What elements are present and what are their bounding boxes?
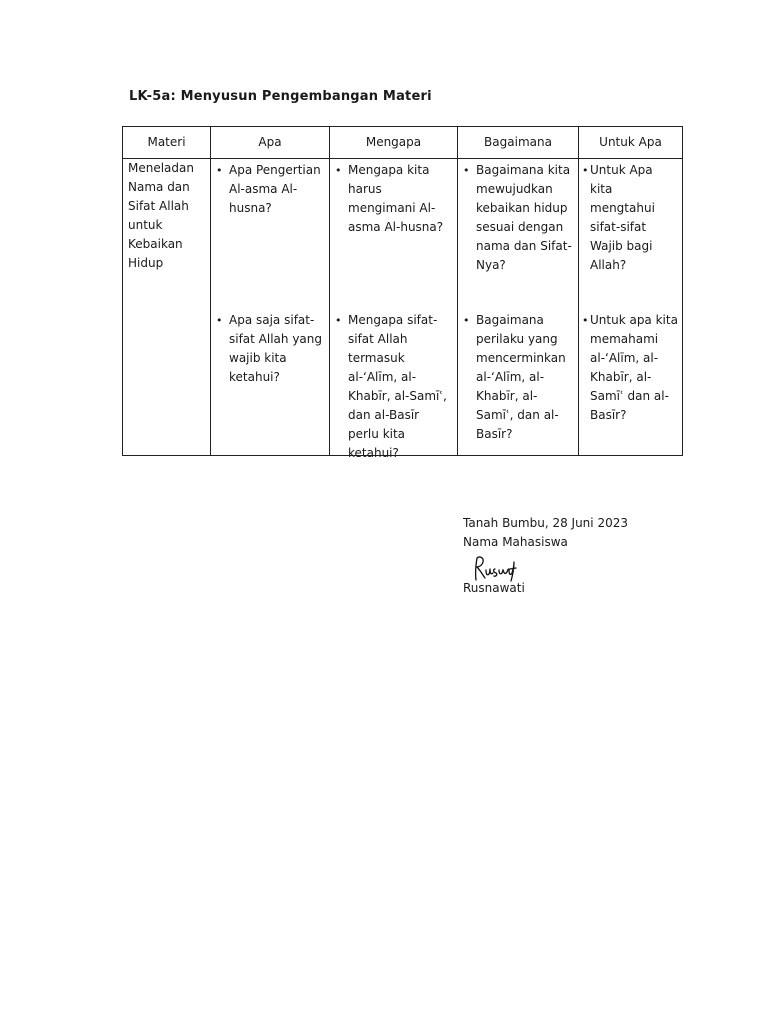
header-apa: Apa xyxy=(211,127,330,159)
header-mengapa: Mengapa xyxy=(330,127,458,159)
bullet: • xyxy=(463,164,470,177)
list-item xyxy=(335,161,453,237)
mengapa-cell xyxy=(330,159,458,460)
bullet: • xyxy=(216,314,223,327)
list-item xyxy=(463,311,574,444)
mengapa-question-2: Mengapa sifat-sifat Allah termasuk al-‘Alīm, al-Khabīr, al-Samīʿ, dan al-Basīr perlu kita ketahui? xyxy=(348,313,447,460)
apa-question-2: Apa saja sifat-sifat Allah yang wajib kita ketahui? xyxy=(229,313,323,384)
materi-table xyxy=(122,126,683,460)
apa-question-1: Apa Pengertian Al-asma Al-husna? xyxy=(229,163,321,215)
bullet: • xyxy=(463,314,470,327)
untuk-apa-question-2: Untuk apa kita memahami al-‘Alīm, al-Khabīr, al-Samīʿ dan al-Basīr? xyxy=(590,313,678,422)
table-header-row xyxy=(123,127,683,159)
bullet: • xyxy=(216,164,223,177)
table-row xyxy=(123,159,683,456)
list-item xyxy=(582,161,678,275)
list-item xyxy=(216,161,325,218)
bullet: • xyxy=(335,164,342,177)
untuk-apa-question-1: Untuk Apa kita mengtahui sifat-sifat Wajib bagi Allah? xyxy=(590,163,655,272)
list-item xyxy=(582,311,678,425)
header-untuk-apa: Untuk Apa xyxy=(579,127,683,159)
signer-role: Nama Mahasiswa xyxy=(463,535,568,549)
bagaimana-cell xyxy=(458,159,579,456)
apa-cell xyxy=(211,159,330,456)
untuk-apa-cell xyxy=(579,159,683,456)
list-item xyxy=(216,311,325,387)
handwritten-signature xyxy=(470,554,520,584)
list-item xyxy=(335,311,453,463)
signer-name: Rusnawati xyxy=(463,581,525,595)
mengapa-question-1: Mengapa kita harus mengimani Al-asma Al-husna? xyxy=(348,163,444,234)
subject-text: Meneladan Nama dan Sifat Allah untuk Kebaikan Hidup xyxy=(128,161,194,270)
page-title: LK-5a: Menyusun Pengembangan Materi xyxy=(129,89,432,104)
bullet: • xyxy=(335,314,342,327)
place-date: Tanah Bumbu, 28 Juni 2023 xyxy=(463,516,628,530)
list-item xyxy=(463,161,574,275)
bagaimana-question-2: Bagaimana perilaku yang mencerminkan al-‘Alīm, al-Khabīr, al-Samīʿ, dan al-Basīr? xyxy=(476,313,566,441)
bagaimana-question-1: Bagaimana kita mewujudkan kebaikan hidup sesuai dengan nama dan Sifat-Nya? xyxy=(476,163,572,272)
subject-cell xyxy=(123,159,211,456)
header-bagaimana: Bagaimana xyxy=(458,127,579,159)
header-materi: Materi xyxy=(123,127,211,159)
bullet: • xyxy=(582,164,589,177)
signature-block xyxy=(463,514,628,552)
bullet: • xyxy=(582,314,589,327)
